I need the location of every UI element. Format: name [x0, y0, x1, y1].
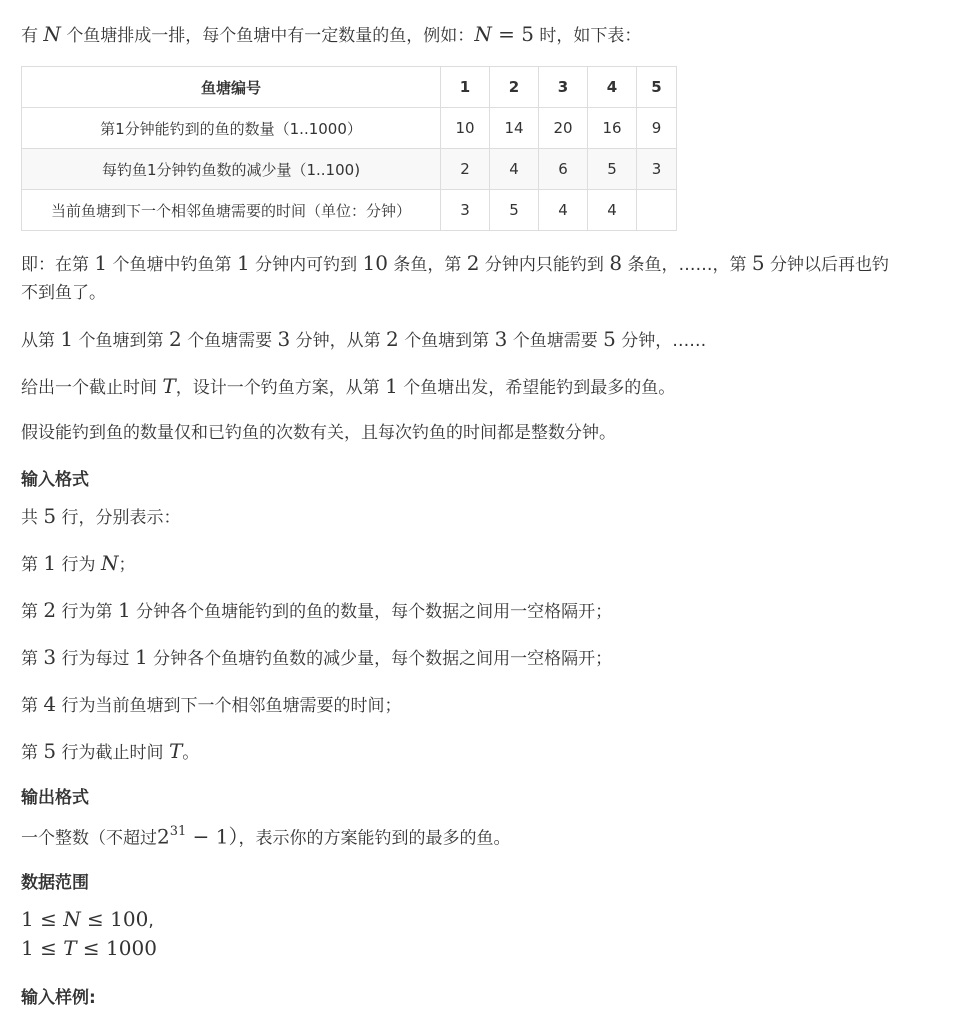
table-header-cell: 3 [539, 67, 588, 108]
table-header-row [22, 67, 677, 108]
table-row [22, 149, 677, 190]
input-line-1: 第 1 行为 N； [21, 551, 136, 575]
table-cell [637, 190, 677, 231]
input-line-5: 第 5 行为截止时间 T。 [21, 739, 200, 763]
table-cell: 3 [637, 149, 677, 190]
table-header-cell: 2 [490, 67, 539, 108]
heading-data-range: 数据范围 [21, 873, 89, 893]
table-cell: 9 [637, 108, 677, 149]
table-cell: 6 [539, 149, 588, 190]
paragraph-example-cont: 不到鱼了。 [21, 283, 106, 303]
table-cell: 当前鱼塘到下一个相邻鱼塘需要的时间（单位：分钟） [22, 190, 441, 231]
table-cell: 16 [588, 108, 637, 149]
table-cell: 5 [588, 149, 637, 190]
range-line-n: 1 ≤ N ≤ 100, [21, 907, 154, 931]
intro-line: 有 N 个鱼塘排成一排，每个鱼塘中有一定数量的鱼，例如：N = 5 时，如下表： [21, 22, 642, 46]
table-header-cell: 4 [588, 67, 637, 108]
input-line-2: 第 2 行为第 1 分钟各个鱼塘能钓到的鱼的数量，每个数据之间用一空格隔开； [21, 598, 613, 622]
table-header-cell: 1 [441, 67, 490, 108]
paragraph-example: 即：在第 1 个鱼塘中钓鱼第 1 分钟内可钓到 10 条鱼，第 2 分钟内只能钓到 8 条鱼，……，第 5 分钟以后再也钓 [21, 251, 889, 275]
table-cell: 第1分钟能钓到的鱼的数量（1..1000） [22, 108, 441, 149]
table-header-cell: 鱼塘编号 [22, 67, 441, 108]
paragraph-assumption: 假设能钓到鱼的数量仅和已钓鱼的次数有关，且每次钓鱼的时间都是整数分钟。 [21, 423, 616, 443]
table-cell: 4 [588, 190, 637, 231]
input-line-3: 第 3 行为每过 1 分钟各个鱼塘钓鱼数的减少量，每个数据之间用一空格隔开； [21, 645, 613, 669]
table-row [22, 108, 677, 149]
pond-table [21, 66, 677, 231]
input-line-0: 共 5 行，分别表示： [21, 504, 181, 528]
table-cell: 20 [539, 108, 588, 149]
table-row [22, 190, 677, 231]
table-cell: 4 [539, 190, 588, 231]
table-cell: 3 [441, 190, 490, 231]
table-cell: 5 [490, 190, 539, 231]
intro-equation: N = 5 [474, 22, 535, 46]
table-cell: 10 [441, 108, 490, 149]
heading-output-format: 输出格式 [21, 788, 89, 808]
table-cell: 4 [490, 149, 539, 190]
table-header-cell: 5 [637, 67, 677, 108]
table-cell: 2 [441, 149, 490, 190]
range-line-t: 1 ≤ T ≤ 1000 [21, 936, 157, 960]
table-cell: 每钓鱼1分钟钓鱼数的减少量（1..100) [22, 149, 441, 190]
paragraph-distance: 从第 1 个鱼塘到第 2 个鱼塘需要 3 分钟，从第 2 个鱼塘到第 3 个鱼塘需要 5 分钟，…… [21, 327, 707, 351]
input-line-4: 第 4 行为当前鱼塘到下一个相邻鱼塘需要的时间； [21, 692, 402, 716]
paragraph-goal: 给出一个截止时间 T，设计一个钓鱼方案，从第 1 个鱼塘出发，希望能钓到最多的鱼。 [21, 374, 676, 398]
output-line: 一个整数（不超过$2^{31} - 1$），表示你的方案能钓到的最多的鱼。 [21, 824, 511, 849]
table-cell: 14 [490, 108, 539, 149]
heading-input-format: 输入格式 [21, 470, 89, 490]
heading-sample-input: 输入样例: [21, 988, 96, 1008]
